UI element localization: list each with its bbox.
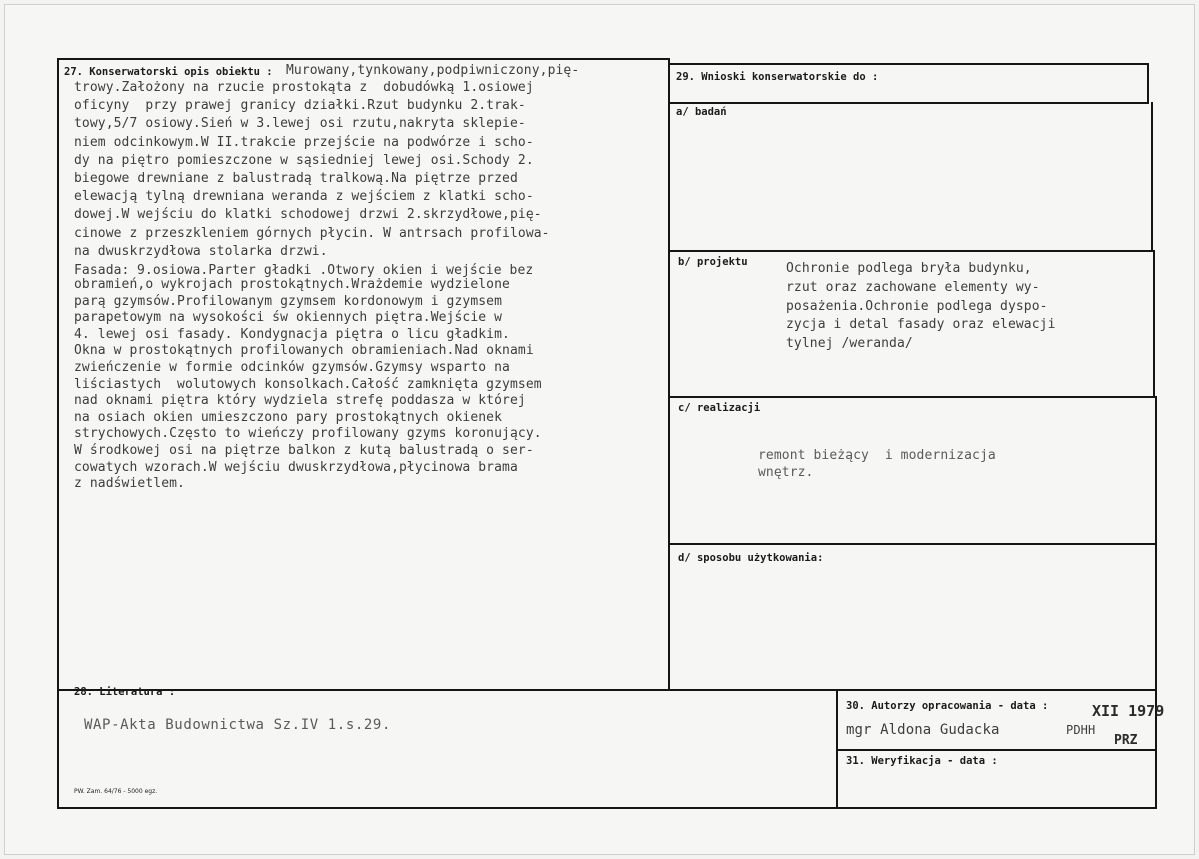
s29b-text-line: Ochronie podlega bryła budynku, (786, 261, 1032, 276)
s27-text-line: na dwuskrzydłowa stolarka drzwi. (74, 243, 328, 259)
fasada-text-line: parapetowym na wysokości św okiennych piętra.Wejście w (74, 310, 503, 326)
section-27-label: 27. Konserwatorski opis obiektu : (64, 66, 273, 78)
fasada-text-line: liściastych wolutowych konsolkach.Całość zamknięta gzymsem (74, 376, 542, 392)
s27-text-line: dowej.W wejściu do klatki schodowej drzwi 2.skrzydłowe,pię- (74, 207, 542, 223)
section-29-label: 29. Wnioski konserwatorskie do : (676, 71, 879, 83)
frame-top-left (57, 58, 668, 60)
fasada-text-line: strychowych.Często to wieńczy profilowany gzyms koronujący. (74, 426, 542, 442)
frame-left (57, 58, 59, 809)
row-b-top (668, 250, 1153, 252)
row-c-top (668, 396, 1155, 398)
right-box-edge (1147, 63, 1149, 104)
section-29b-label: b/ projektu (678, 256, 748, 268)
s29b-text-line: zycja i detal fasady oraz elewacji (786, 317, 1056, 333)
fasada-text-line: nad oknami piętra który wydziela strefę poddasza w której (74, 393, 526, 409)
s29c-text-line: remont bieżący i modernizacja (758, 448, 996, 463)
fasada-label: Fasada: (74, 263, 130, 278)
section-30-label: 30. Autorzy opracowania - data : (846, 700, 1049, 712)
s27-text-line: oficyny przy prawej granicy działki.Rzut budynku 2.trak- (74, 98, 526, 114)
fasada-text-line: na osiach okien umieszczono pary prostokątnych okienek (74, 409, 503, 425)
col-divider (668, 58, 670, 691)
section-30-org-stamp: PRZ (1114, 733, 1138, 748)
fasada-text-line: cowatych wzorach.W wejściu dwuskrzydłowa,płycinowa brama (74, 459, 518, 475)
section-30-author: mgr Aldona Gudacka (846, 722, 1000, 738)
fasada-text-line: 4. lewej osi fasady. Kondygnacja piętra o licu gładkim. (74, 326, 510, 342)
fasada-text-line: Okna w prostokątnych profilowanych obramieniach.Nad oknami (74, 343, 534, 359)
s27-text-line: elewacją tylną drewniana weranda z wejściem z klatki scho- (74, 189, 534, 205)
row-a-top (668, 102, 1149, 104)
s29c-text-line: wnętrz. (758, 464, 814, 480)
section-28-text: WAP-Akta Budownictwa Sz.IV 1.s.29. (84, 717, 391, 733)
s27-text-line: trowy.Założony na rzucie prostokąta z dobudówką 1.osiowej (74, 80, 534, 95)
section-29c-label: c/ realizacji (678, 402, 761, 414)
section-29d-label: d/ sposobu użytkowania: (678, 552, 824, 564)
s27-text-line: cinowe z przeszkleniem górnych płycin. W antrsach profilowa- (74, 225, 550, 241)
s29b-text-line: posażenia.Ochronie podlega dyspo- (786, 298, 1048, 314)
fasada-text-line: zwieńczenie w formie odcinków gzymsów.Gzymsy wsparto na (74, 360, 510, 375)
section-31-label: 31. Weryfikacja - data : (846, 755, 998, 767)
section-27-first-line: Murowany,tynkowany,podpiwniczony,pię- (286, 63, 580, 78)
right-edge-a (1151, 102, 1153, 252)
s27-text-line: dy na piętro pomieszczone w sąsiedniej lewej osi.Schody 2. (74, 152, 534, 168)
s27-text-line: niem odcinkowym.W II.trakcie przejście na podwórze i scho- (74, 134, 534, 150)
frame-bottom (57, 807, 1157, 809)
print-note: PW. Zam. 64/76 - 5000 egz. (74, 788, 158, 795)
fasada-text-line: parą gzymsów.Profilowanym gzymsem kordonowym i gzymsem (74, 293, 503, 309)
section-29a-label: a/ badań (676, 106, 727, 118)
right-edge-b (1153, 250, 1155, 398)
fasada-text-line: obramień,o wykrojach prostokątnych.Wrażdemie wydzielone (74, 277, 510, 292)
s27-text-line: biegowe drewniane z balustradą tralkową.Na piętrze przed (74, 171, 518, 186)
section-30-org: PDHH (1066, 723, 1096, 737)
section-28-label: 28. Literatura : (74, 686, 176, 698)
row-31-top (836, 749, 1156, 751)
fasada-text-line: W środkowej osi na piętrze balkon z kutą balustradą o ser- (74, 443, 534, 458)
s29b-text-line: rzut oraz zachowane elementy wy- (786, 279, 1040, 295)
fasada-text-line: z nadświetlem. (74, 476, 185, 492)
right-box-top (668, 63, 1148, 65)
row-d-top (668, 543, 1157, 545)
s29b-text-line: tylnej /weranda/ (786, 336, 913, 352)
section-30-date: XII 1979 (1092, 702, 1165, 720)
row-28-top (57, 689, 1157, 691)
fasada-first-line: 9.osiowa.Parter gładki .Otwory okien i wejście bez (137, 263, 534, 278)
s27-text-line: towy,5/7 osiowy.Sień w 3.lewej osi rzutu,nakryta sklepie- (74, 116, 526, 132)
